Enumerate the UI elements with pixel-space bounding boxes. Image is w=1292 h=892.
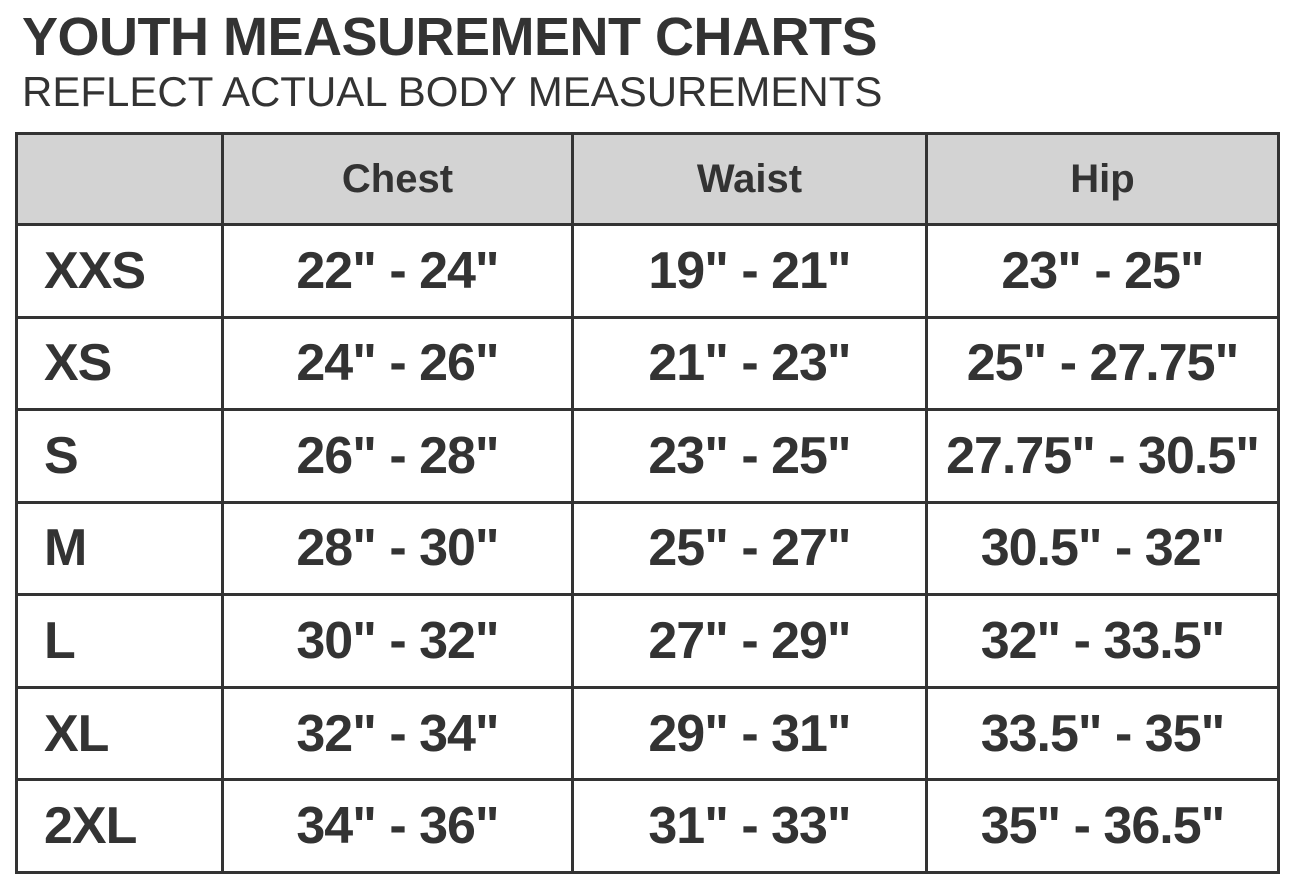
waist-cell: 19" - 21"	[573, 225, 927, 318]
size-cell: 2XL	[17, 780, 223, 873]
page-title: YOUTH MEASUREMENT CHARTS	[22, 7, 878, 67]
chest-cell: 28" - 30"	[223, 502, 573, 595]
chest-cell: 22" - 24"	[223, 225, 573, 318]
hip-cell: 30.5" - 32"	[927, 502, 1279, 595]
size-cell: XXS	[17, 225, 223, 318]
chest-cell: 32" - 34"	[223, 687, 573, 780]
chest-cell: 34" - 36"	[223, 780, 573, 873]
waist-cell: 29" - 31"	[573, 687, 927, 780]
waist-cell: 31" - 33"	[573, 780, 927, 873]
size-cell: S	[17, 410, 223, 503]
column-header-size	[17, 134, 223, 225]
waist-cell: 21" - 23"	[573, 317, 927, 410]
column-header-hip: Hip	[927, 134, 1279, 225]
column-header-chest: Chest	[223, 134, 573, 225]
hip-cell: 23" - 25"	[927, 225, 1279, 318]
hip-cell: 33.5" - 35"	[927, 687, 1279, 780]
hip-cell: 32" - 33.5"	[927, 595, 1279, 688]
hip-cell: 27.75" - 30.5"	[927, 410, 1279, 503]
chest-cell: 30" - 32"	[223, 595, 573, 688]
measurement-table	[15, 132, 1280, 874]
hip-cell: 35" - 36.5"	[927, 780, 1279, 873]
table-row	[17, 595, 1279, 688]
table-row	[17, 687, 1279, 780]
chest-cell: 26" - 28"	[223, 410, 573, 503]
table-header-row	[17, 134, 1279, 225]
table-row	[17, 502, 1279, 595]
hip-cell: 25" - 27.75"	[927, 317, 1279, 410]
size-cell: L	[17, 595, 223, 688]
size-cell: XS	[17, 317, 223, 410]
table-row	[17, 410, 1279, 503]
table-row	[17, 225, 1279, 318]
table-row	[17, 780, 1279, 873]
table-row	[17, 317, 1279, 410]
waist-cell: 25" - 27"	[573, 502, 927, 595]
page-subtitle: REFLECT ACTUAL BODY MEASUREMENTS	[22, 68, 883, 115]
waist-cell: 23" - 25"	[573, 410, 927, 503]
waist-cell: 27" - 29"	[573, 595, 927, 688]
size-cell: M	[17, 502, 223, 595]
size-cell: XL	[17, 687, 223, 780]
chest-cell: 24" - 26"	[223, 317, 573, 410]
column-header-waist: Waist	[573, 134, 927, 225]
